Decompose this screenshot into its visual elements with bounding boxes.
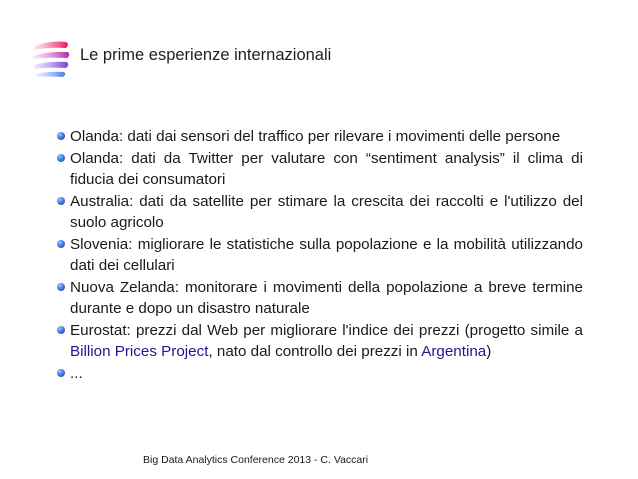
list-item: [58, 320, 583, 363]
bullet-text: Olanda: dati dai sensori del traffico per rilevare i movimenti delle persone: [70, 128, 561, 145]
bullet-icon: [57, 197, 65, 205]
argentina-link[interactable]: Argentina: [421, 343, 487, 360]
list-item: [58, 277, 583, 320]
bullet-icon: [57, 369, 65, 377]
conference-logo-icon: [30, 38, 74, 80]
slide-title: Le prime esperienze internazionali: [80, 46, 332, 64]
list-item: [58, 148, 583, 191]
bullet-icon: [57, 132, 65, 140]
bullet-icon: [57, 240, 65, 248]
bullet-text: Nuova Zelanda: monitorare i movimenti della popolazione a breve termine durante e dopo un disastro naturale: [70, 278, 583, 317]
bullet-icon: [57, 154, 65, 162]
bullet-text-part: ): [486, 343, 492, 360]
bullet-icon: [57, 326, 65, 334]
bullet-text: ...: [70, 364, 83, 382]
bullet-text-part: Eurostat: prezzi dal Web per migliorare l'indice dei prezzi (progetto simile a: [70, 321, 583, 339]
slide-footer: Big Data Analytics Conference 2013 - C. Vaccari: [143, 454, 369, 466]
bullet-text-part: , nato dal controllo dei prezzi in: [208, 343, 422, 360]
list-item: [58, 191, 583, 234]
bullet-text: Slovenia: migliorare le statistiche sulla popolazione e la mobilità utilizzando dati dei cellulari: [70, 235, 583, 274]
billion-prices-project-link[interactable]: Billion Prices Project: [70, 343, 209, 360]
list-item: [58, 363, 583, 385]
bullet-list: [58, 126, 583, 384]
list-item: [58, 234, 583, 277]
bullet-icon: [57, 283, 65, 291]
list-item: [58, 126, 583, 148]
bullet-text: Australia: dati da satellite per stimare la crescita dei raccolti e l'utilizzo del suolo agricolo: [70, 192, 583, 231]
bullet-text: Olanda: dati da Twitter per valutare con “sentiment analysis” il clima di fiducia dei consumatori: [70, 149, 583, 188]
